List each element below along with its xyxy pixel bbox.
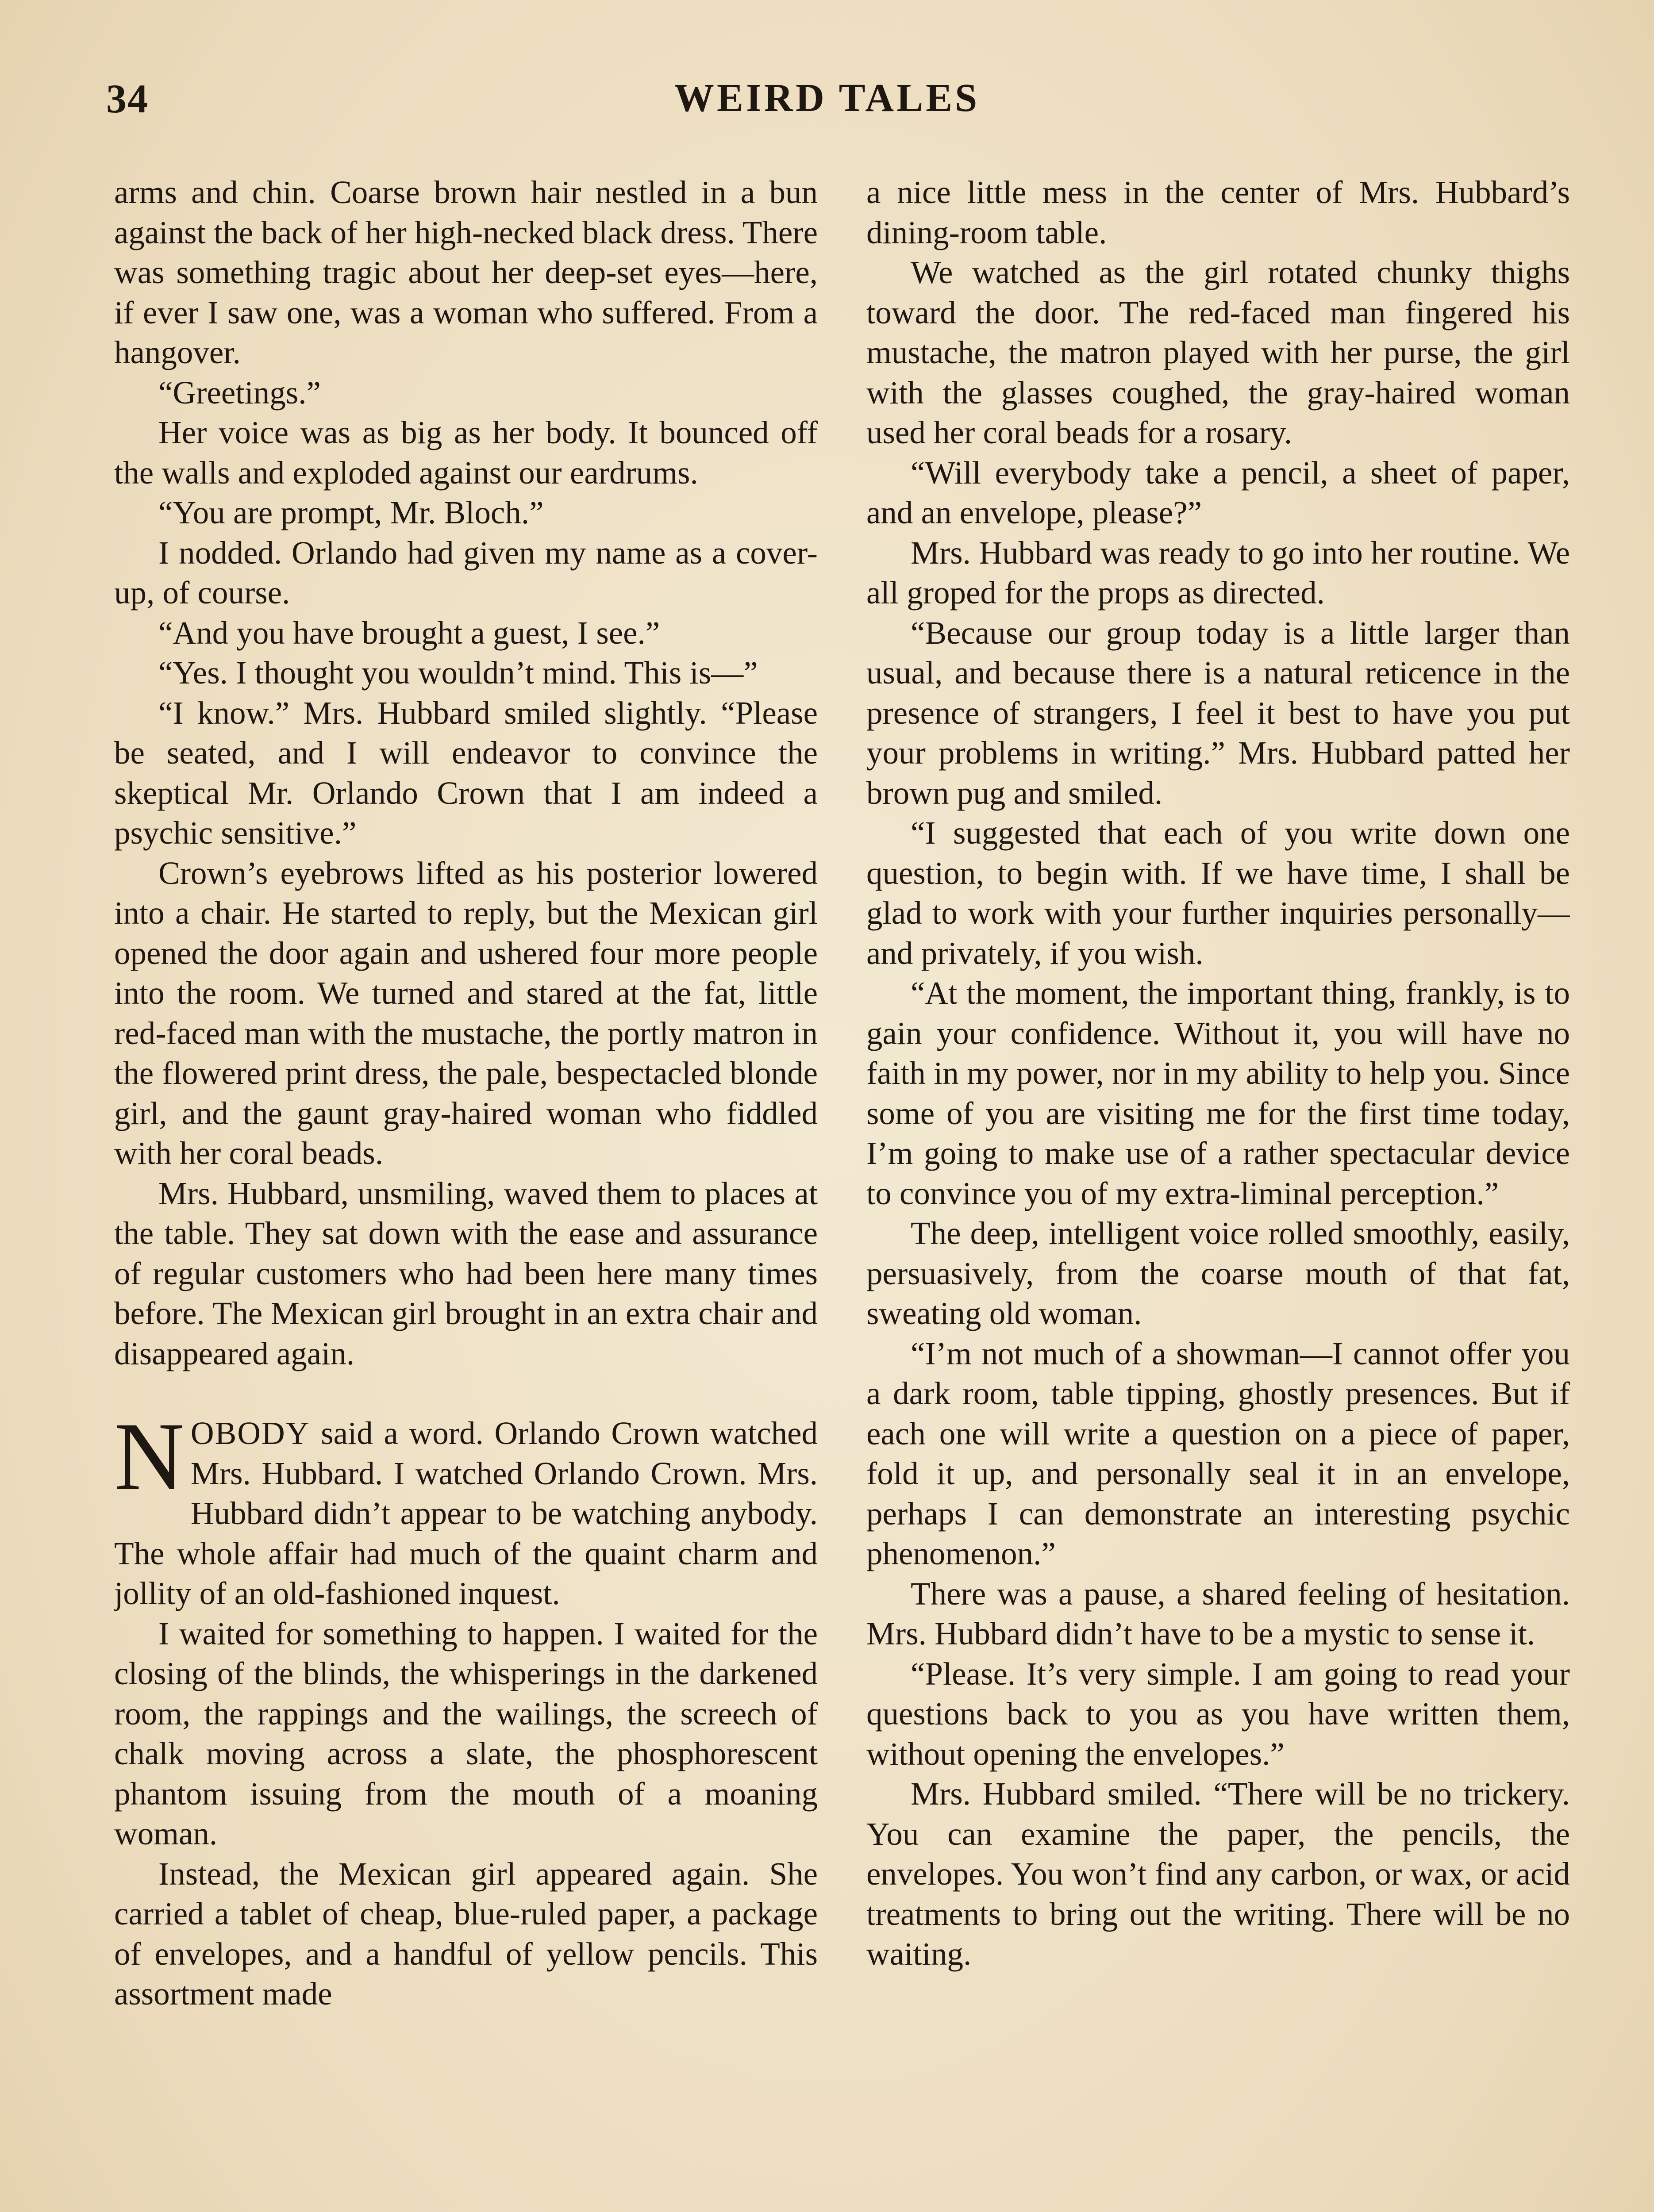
paragraph: Mrs. Hubbard was ready to go into her routine. We all groped for the props as directed. — [866, 534, 1570, 611]
paragraph: “And you have brought a guest, I see.” — [158, 614, 660, 651]
paragraph: “I know.” Mrs. Hubbard smiled slightly. “Please be seated, and I will endeavor to convince the skeptical Mr. Orlando Crown that I am indeed a psychic sensitive.” — [114, 695, 818, 851]
section-opening-paragraph — [114, 1402, 818, 1614]
paragraph: “I suggested that each of you write down one question, to begin with. If we have time, I shall be glad to work with your further inquiries personally—and privately, if you wish. — [866, 815, 1570, 971]
paragraph: I nodded. Orlando had given my name as a cover-up, of course. — [114, 534, 818, 611]
paragraph: Crown’s eyebrows lifted as his posterior lowered into a chair. He started to reply, but the Mexican girl opened the door again and ushered four more people into the room. We turned and stared at the fat, little red-faced man with the mustache, the portly matron in the flowered print dress, the pale, bespectacled blonde girl, and the gaunt gray-haired woman who fiddled with her coral beads. — [114, 855, 818, 1171]
paragraph-text: said a word. Orlando Crown watched Mrs. Hubbard. I watched Orlando Crown. Mrs. Hubbard didn’t appear to be watching anybody. The whole affair had much of the quaint charm and jollity of an old-fashioned inquest. — [114, 1415, 818, 1611]
paragraph: I waited for something to happen. I waited for the closing of the blinds, the whisperings in the darkened room, the rappings and the wailings, the screech of chalk moving across a slate, the phosphorescent phantom issuing from the mouth of a moaning woman. — [114, 1615, 818, 1851]
paragraph: “At the moment, the important thing, frankly, is to gain your confidence. Without it, you will have no faith in my power, nor in my ability to help you. Since some of you are visiting me for the first time today, I’m going to make use of a rather spectacular device to convince you of my extra-liminal perception.” — [866, 975, 1570, 1211]
paragraph: “Because our group today is a little larger than usual, and because there is a natural reticence in the presence of strangers, I feel it best to have you put your problems in writing.” Mrs. Hubbard patted her brown pug and smiled. — [866, 614, 1570, 811]
paragraph: Instead, the Mexican girl appeared again. She carried a tablet of cheap, blue-ruled paper, a package of envelopes, and a handful of yellow pencils. This assortment made — [114, 1855, 818, 2012]
paragraph: We watched as the girl rotated chunky thighs toward the door. The red-faced man fingered his mustache, the matron played with her purse, the girl with the glasses coughed, the gray-haired woman used her coral beads for a rosary. — [866, 254, 1570, 450]
right-column — [866, 173, 1570, 2212]
left-column — [114, 173, 818, 2212]
magazine-title: WEIRD TALES — [674, 76, 980, 120]
paragraph: “Please. It’s very simple. I am going to read your questions back to you as you have written them, without opening the envelopes.” — [866, 1655, 1570, 1772]
running-head — [106, 75, 1548, 137]
paragraph: “Greetings.” — [158, 374, 321, 411]
paragraph: “Yes. I thought you wouldn’t mind. This is—” — [158, 655, 758, 691]
paragraph: arms and chin. Coarse brown hair nestled in a bun against the back of her high-necked black dress. There was something tragic about her deep-set eyes—here, if ever I saw one, was a woman who suffered. From a hangover. — [114, 174, 818, 370]
small-caps-lead: OBODY — [190, 1415, 310, 1451]
paragraph: “Will everybody take a pencil, a sheet of paper, and an envelope, please?” — [866, 454, 1570, 530]
paragraph: The deep, intelligent voice rolled smoothly, easily, persuasively, from the coarse mouth of that fat, sweating old woman. — [866, 1215, 1570, 1331]
paragraph: “You are prompt, Mr. Bloch.” — [158, 495, 544, 530]
paragraph: “I’m not much of a showman—I cannot offer you a dark room, table tipping, ghostly presences. But if each one will write a question on a piece of paper, fold it up, and personally seal it in an envelope, perhaps I can demonstrate an interesting psychic phenomenon.” — [866, 1335, 1570, 1571]
text-columns — [114, 173, 1570, 2212]
paragraph: Mrs. Hubbard, unsmiling, waved them to places at the table. They sat down with the ease and assurance of regular customers who had been here many times before. The Mexican girl brought in an extra chair and disappeared again. — [114, 1175, 818, 1371]
paragraph: Her voice was as big as her body. It bounced off the walls and exploded against our eardrums. — [114, 415, 818, 491]
page-number: 34 — [106, 76, 149, 121]
drop-cap: N — [114, 1402, 185, 1510]
paragraph: a nice little mess in the center of Mrs. Hubbard’s dining-room table. — [866, 174, 1570, 250]
paragraph: Mrs. Hubbard smiled. “There will be no trickery. You can examine the paper, the pencils, the envelopes. You won’t find any carbon, or wax, or acid treatments to bring out the writing. There will be no waiting. — [866, 1776, 1570, 1972]
paragraph: There was a pause, a shared feeling of hesitation. Mrs. Hubbard didn’t have to be a mystic to sense it. — [866, 1575, 1570, 1651]
